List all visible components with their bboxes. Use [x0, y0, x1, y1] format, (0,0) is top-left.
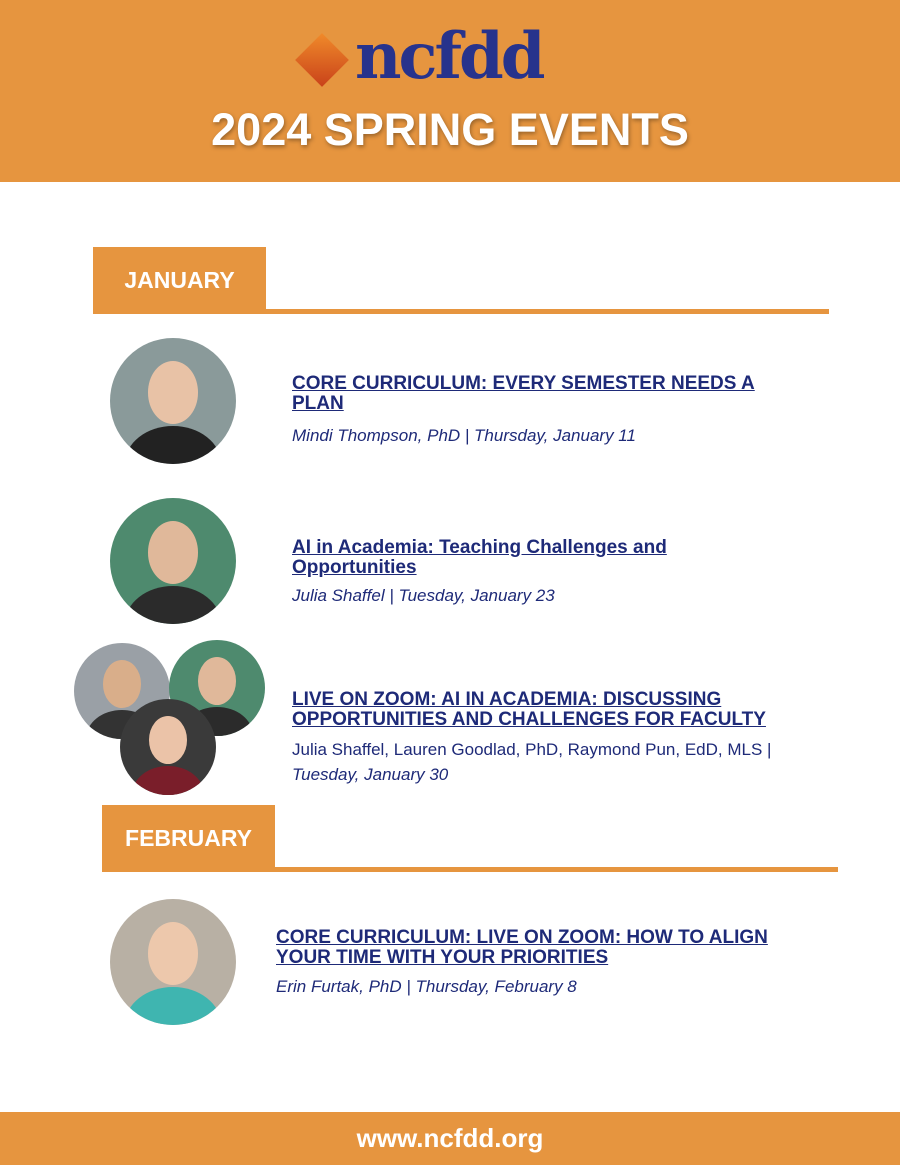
website-link[interactable]: www.ncfdd.org — [356, 1123, 544, 1153]
event-link[interactable]: CORE CURRICULUM: EVERY SEMESTER NEEDS A PLAN — [292, 373, 755, 414]
footer-banner — [0, 1112, 900, 1165]
divider — [102, 867, 838, 872]
divider — [93, 309, 829, 314]
event-link[interactable]: LIVE ON ZOOM: AI IN ACADEMIA: DISCUSSING OPPORTUNITIES AND CHALLENGES FOR FACULTY — [292, 689, 766, 730]
ncfdd-logo[interactable] — [303, 19, 543, 94]
logo-text: ncfdd — [355, 19, 543, 94]
flame-logo-icon — [295, 33, 349, 87]
page-title: 2024 SPRING EVENTS — [211, 104, 689, 155]
event-presenter-date: Erin Furtak, PhD | Thursday, February 8 — [276, 977, 577, 996]
event-date: Tuesday, January 30 — [292, 765, 449, 784]
header-banner — [0, 0, 900, 182]
event-presenters: Julia Shaffel, Lauren Goodlad, PhD, Raymond Pun, EdD, MLS | — [292, 740, 772, 759]
presenter-photo — [110, 338, 236, 464]
presenter-photo — [110, 899, 236, 1025]
event-presenter-date: Julia Shaffel | Tuesday, January 23 — [292, 586, 555, 605]
month-heading-january: JANUARY — [93, 247, 266, 313]
event-link[interactable]: AI in Academia: Teaching Challenges and Opportunities — [292, 537, 667, 578]
presenter-photo — [120, 699, 216, 795]
presenter-photo — [110, 498, 236, 624]
event-presenter-date: Mindi Thompson, PhD | Thursday, January 11 — [292, 426, 636, 445]
event-link[interactable]: CORE CURRICULUM: LIVE ON ZOOM: HOW TO ALIGN YOUR TIME WITH YOUR PRIORITIES — [276, 927, 768, 968]
month-heading-february: FEBRUARY — [102, 805, 275, 871]
